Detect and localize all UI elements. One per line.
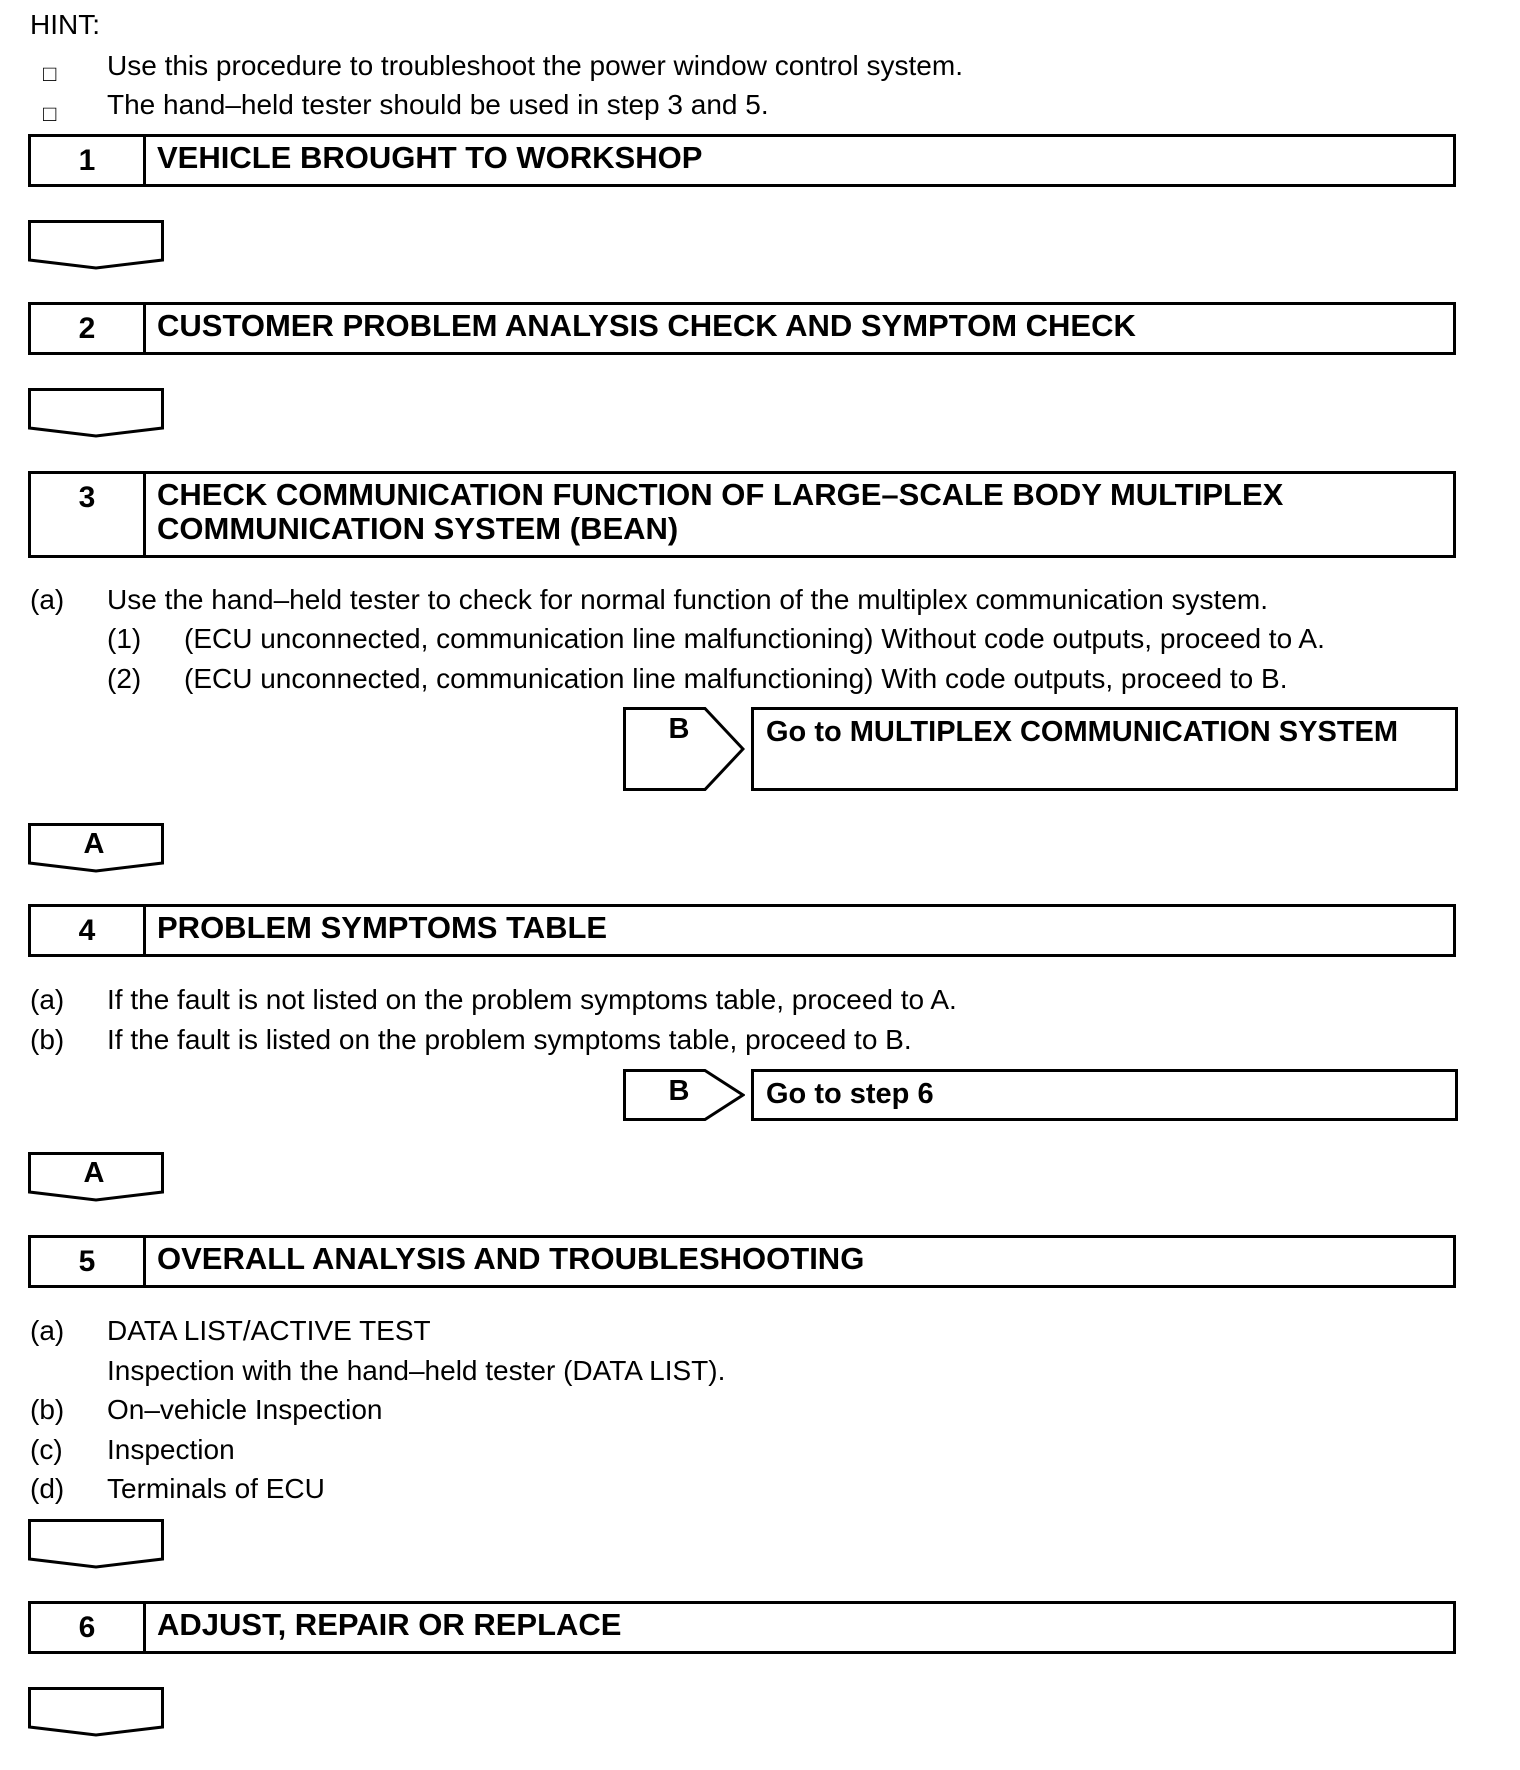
branch-b-indicator [623,707,745,796]
step-5-header [28,1235,1456,1288]
sub-item-text: (ECU unconnected, communication line malfunctioning) Without code outputs, proceed to A. [184,623,1325,654]
item-label: (b) [30,1024,65,1055]
item-label: (a) [30,584,65,615]
item-label: (b) [30,1394,65,1425]
item-text: DATA LIST/ACTIVE TEST [107,1315,431,1346]
step-title: OVERALL ANALYSIS AND TROUBLESHOOTING [157,1241,865,1276]
flow-label: A [83,828,105,860]
hint-bullet-2: The hand–held tester should be used in step 3 and 5. [107,89,769,120]
branch-action-text: Go to step 6 [766,1078,934,1110]
flow-arrow-a-icon [28,823,164,873]
step-title: VEHICLE BROUGHT TO WORKSHOP [157,140,703,175]
item-text: If the fault is not listed on the problem symptoms table, proceed to A. [107,984,957,1015]
branch-action-text: Go to MULTIPLEX COMMUNICATION SYSTEM [766,716,1399,748]
flow-arrow-icon [28,388,164,438]
bullet-square-icon: □ [43,61,57,86]
item-label: (c) [30,1434,63,1465]
item-text: If the fault is listed on the problem symptoms table, proceed to B. [107,1024,912,1055]
step-3-header [28,471,1456,558]
hint-bullet-1: Use this procedure to troubleshoot the power window control system. [107,50,963,81]
step-number: 3 [31,474,146,555]
branch-label: B [668,713,690,745]
branch-action-box [751,707,1458,791]
item-text: On–vehicle Inspection [107,1394,383,1425]
flow-arrow-icon [28,1687,164,1737]
step-number: 5 [31,1238,146,1285]
hint-title: HINT: [30,9,100,40]
item-label: (d) [30,1473,65,1504]
branch-action-box [751,1069,1458,1121]
sub-item-label: (2) [107,663,142,694]
item-label: (a) [30,1315,65,1346]
step-2-header [28,302,1456,355]
step-6-header [28,1601,1456,1654]
step-4-header [28,904,1456,957]
flow-arrow-icon [28,1519,164,1569]
step-1-header [28,134,1456,187]
step-title: ADJUST, REPAIR OR REPLACE [157,1607,622,1642]
item-text: Use the hand–held tester to check for normal function of the multiplex communication system. [107,584,1269,615]
sub-item-label: (1) [107,623,142,654]
item-text: Inspection [107,1434,235,1465]
bullet-square-icon: □ [43,101,57,126]
branch-b-indicator [623,1069,745,1126]
sub-item-text: (ECU unconnected, communication line malfunctioning) With code outputs, proceed to B. [184,663,1288,694]
step-number: 6 [31,1604,146,1651]
item-text: Inspection with the hand–held tester (DATA LIST). [107,1355,726,1386]
step-title: PROBLEM SYMPTOMS TABLE [157,910,608,945]
step-title-line-1: CHECK COMMUNICATION FUNCTION OF LARGE–SCALE BODY MULTIPLEX [157,477,1284,512]
step-number: 2 [31,305,146,352]
step-title-line-2: COMMUNICATION SYSTEM (BEAN) [157,511,679,546]
flow-arrow-a-icon [28,1152,164,1202]
step-title: CUSTOMER PROBLEM ANALYSIS CHECK AND SYMPTOM CHECK [157,308,1136,343]
item-text: Terminals of ECU [107,1473,325,1504]
step-number: 4 [31,907,146,954]
branch-label: B [668,1075,690,1107]
item-label: (a) [30,984,65,1015]
step-number: 1 [31,137,146,184]
flow-arrow-icon [28,220,164,270]
flow-label: A [83,1157,105,1189]
